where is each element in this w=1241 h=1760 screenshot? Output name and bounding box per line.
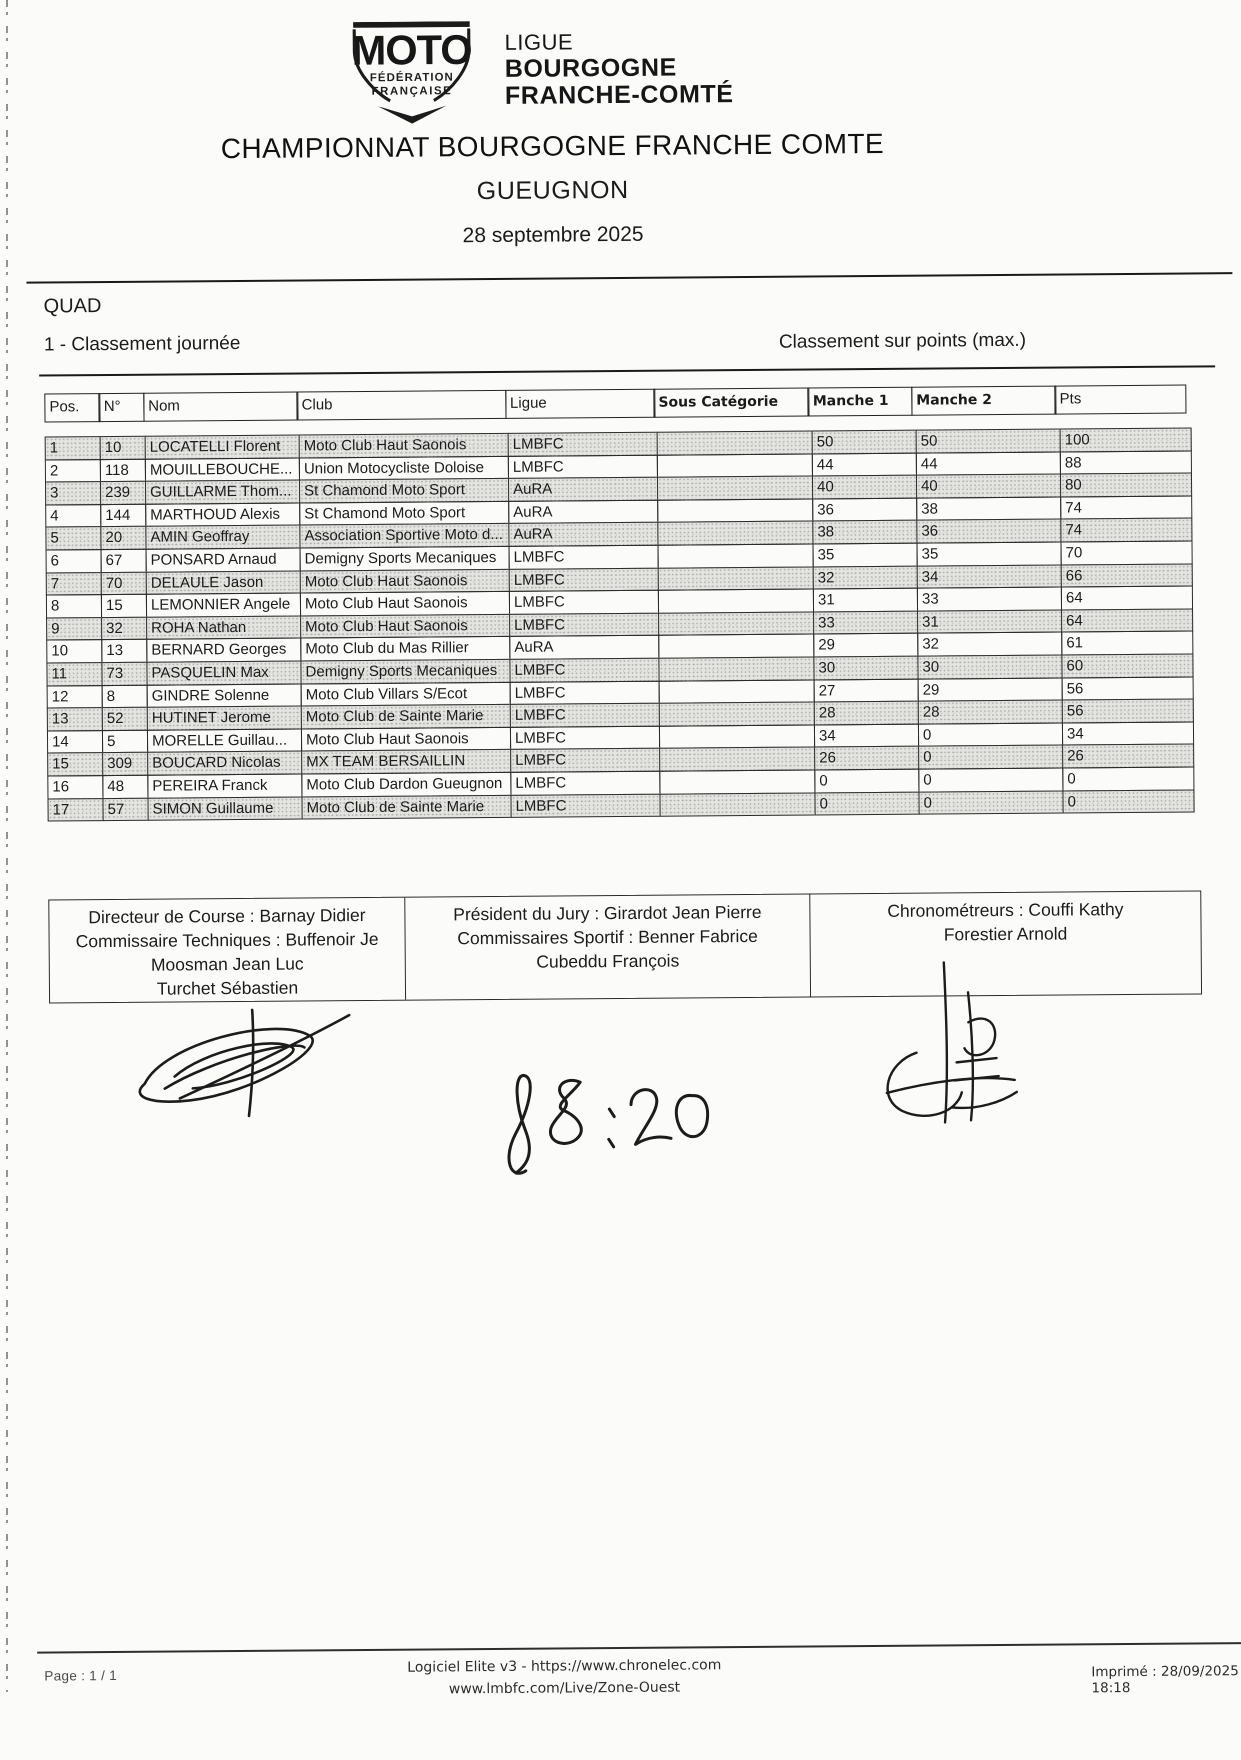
cell-name: SIMON Guillaume [147,796,302,821]
cell-name: BOUCARD Nicolas [147,751,302,776]
cell-club: St Chamond Moto Sport [299,478,509,503]
cell-pos: 11 [46,662,102,686]
cell-number: 57 [102,797,148,821]
cell-pos: 12 [47,685,103,709]
official-line: Forestier Arnold [943,923,1068,945]
cell-sous-categorie [659,679,815,704]
cell-manche-2: 44 [916,451,1061,476]
cell-pts: 80 [1060,473,1192,498]
footer-software-info [9,1651,1119,1704]
cell-pos: 6 [46,549,102,573]
cell-manche-1: 40 [812,475,917,499]
cell-pos: 4 [45,504,101,528]
cell-number: 10 [100,436,146,460]
official-line: Directeur de Course : Barnay Didier [88,905,366,928]
cell-sous-categorie [658,656,814,681]
cell-club: Moto Club Haut Saonois [299,433,509,458]
officials-col1 [49,898,405,1003]
cell-pts: 74 [1060,495,1192,520]
cell-club: Moto Club Haut Saonois [300,591,510,616]
ffm-federation-text: FÉDÉRATION [369,71,454,85]
cell-manche-2: 31 [917,609,1062,634]
cell-manche-2: 0 [918,745,1063,770]
cell-ligue: AuRA [508,499,658,524]
cell-number: 73 [101,662,147,686]
cell-ligue: LMBFC [509,545,659,570]
column-header-club: Club [297,390,507,421]
ffm-francaise-text: FRANÇAISE [371,85,453,98]
cell-ligue: AuRA [508,477,658,502]
points-mode-label: Classement sur points (max.) [778,329,1027,353]
cell-ligue: LMBFC [509,590,659,615]
cell-name: PONSARD Arnaud [146,547,301,572]
cell-manche-2: 32 [917,632,1062,657]
cell-ligue: LMBFC [508,432,658,457]
official-line: Commissaire Techniques : Buffenoir Je [75,928,379,952]
official-line: Cubeddu François [536,950,680,972]
cell-pts: 64 [1061,586,1193,611]
column-header-ligue: Ligue [505,389,655,419]
cell-club: Moto Club Villars S/Ecot [301,681,511,706]
cell-club: Union Motocycliste Doloise [299,455,509,480]
cell-sous-categorie [659,724,815,749]
cell-manche-2: 0 [918,790,1063,815]
cell-manche-1: 36 [812,497,917,521]
cell-pts: 70 [1060,540,1192,565]
officials-col2 [404,895,810,1000]
cell-number: 52 [102,707,148,731]
cell-pts: 64 [1061,608,1193,633]
cell-name: PEREIRA Franck [147,773,302,798]
cell-name: PASQUELIN Max [146,660,301,685]
ligue-region-line2: FRANCHE-COMTÉ [504,80,734,110]
handwritten-time-note [489,1047,710,1184]
cell-sous-categorie [659,769,815,794]
cell-manche-1: 26 [814,746,919,770]
cell-ligue: LMBFC [509,658,659,683]
cell-sous-categorie [658,589,814,614]
cell-pos: 1 [45,436,101,460]
page-number: Page : 1 / 1 [44,1667,118,1684]
cell-ligue: AuRA [509,635,659,660]
page-title: CHAMPIONNAT BOURGOGNE FRANCHE COMTE [220,127,885,165]
cell-pos: 17 [47,798,103,822]
column-header-number: N° [99,393,145,422]
cell-manche-1: 44 [812,452,917,476]
category-label: QUAD [43,295,102,318]
cell-club: MX TEAM BERSAILLIN [301,749,511,774]
cell-number: 20 [100,526,146,550]
cell-name: LEMONNIER Angele [146,593,301,618]
official-line: Turchet Sébastien [156,977,299,999]
cell-sous-categorie [658,634,814,659]
cell-manche-2: 0 [918,722,1063,747]
cell-sous-categorie [657,498,813,523]
official-line: Moosman Jean Luc [150,953,304,975]
cell-name: MOUILLEBOUCHE... [145,457,300,482]
cell-club: St Chamond Moto Sport [299,501,509,526]
ligue-logo-text [504,19,733,110]
cell-club: Moto Club Haut Saonois [300,568,510,593]
officials-box [48,890,1202,1003]
cell-ligue: LMBFC [509,567,659,592]
cell-club: Demigny Sports Mecaniques [300,659,510,684]
cell-name: GUILLARME Thom... [145,480,300,505]
cell-pts: 88 [1060,450,1192,475]
cell-manche-1: 30 [813,656,918,680]
cell-sous-categorie [658,543,814,568]
cell-sous-categorie [657,453,813,478]
event-venue: GUEUGNON [476,175,629,206]
cell-manche-1: 0 [814,791,919,815]
software-url-line2: www.lmbfc.com/Live/Zone-Ouest [448,1679,681,1698]
cell-ligue: LMBFC [510,793,660,818]
column-header-manche-2: Manche 2 [911,386,1056,416]
cell-manche-2: 38 [916,496,1061,521]
cell-manche-1: 0 [814,769,919,793]
column-header-pos: Pos. [44,393,100,422]
cell-sous-categorie [658,611,814,636]
results-table [45,428,1195,822]
cell-number: 239 [100,481,146,505]
cell-number: 5 [102,729,148,753]
cell-manche-2: 34 [917,564,1062,589]
cell-number: 67 [101,549,147,573]
table-header-row [44,385,1186,423]
cell-number: 144 [100,504,146,528]
cell-pos: 14 [47,730,103,754]
cell-name: MORELLE Guillau... [147,728,302,753]
cell-club: Moto Club de Sainte Marie [301,704,511,729]
cell-sous-categorie [659,747,815,772]
cell-pos: 8 [46,594,102,618]
cell-name: ROHA Nathan [146,615,301,640]
cell-number: 32 [101,616,147,640]
signature-director [104,997,355,1119]
cell-club: Moto Club Dardon Gueugnon [301,772,511,797]
cell-pos: 9 [46,617,102,641]
cell-pts: 26 [1062,744,1194,769]
cell-club: Moto Club de Sainte Marie [301,794,511,819]
event-date: 28 septembre 2025 [462,222,644,248]
cell-number: 15 [101,594,147,618]
cell-name: GINDRE Solenne [147,683,302,708]
cell-number: 48 [102,775,148,799]
official-line: Commissaires Sportif : Benner Fabrice [457,925,758,949]
cell-manche-1: 33 [813,610,918,634]
column-header-manche-1: Manche 1 [808,387,913,417]
cell-manche-2: 35 [917,542,1062,567]
cell-name: AMIN Geoffray [145,525,300,550]
cell-pos: 2 [45,459,101,483]
cell-pts: 34 [1062,721,1194,746]
cell-pos: 3 [45,481,101,505]
cell-manche-2: 50 [916,429,1061,454]
cell-pts: 56 [1062,699,1194,724]
cell-ligue: LMBFC [510,748,660,773]
cell-ligue: AuRA [508,522,658,547]
cell-ligue: LMBFC [509,612,659,637]
cell-sous-categorie [657,476,813,501]
cell-manche-1: 35 [813,543,918,567]
cell-club: Moto Club Haut Saonois [301,727,511,752]
cell-club: Moto Club Haut Saonois [300,614,510,639]
cell-manche-2: 29 [918,677,1063,702]
cell-club: Association Sportive Moto d... [299,523,509,548]
cell-ligue: LMBFC [510,771,660,796]
cell-manche-2: 33 [917,587,1062,612]
cell-sous-categorie [657,430,813,455]
cell-pts: 0 [1062,789,1194,814]
cell-number: 13 [101,639,147,663]
column-header-pts: Pts [1055,385,1187,415]
cell-number: 70 [101,571,147,595]
cell-manche-1: 28 [814,701,919,725]
cell-pts: 100 [1060,428,1192,453]
cell-pts: 0 [1062,766,1194,791]
cell-manche-2: 28 [918,700,1063,725]
cell-number: 118 [100,458,146,482]
cell-pos: 15 [47,752,103,776]
cell-club: Moto Club du Mas Rillier [300,636,510,661]
cell-pos: 7 [46,572,102,596]
cell-pts: 74 [1060,518,1192,543]
ffm-shield-icon [342,21,481,124]
cell-sous-categorie [658,566,814,591]
horizontal-rule-top [26,272,1232,283]
signature-chronometreur [856,932,1023,1128]
cell-pts: 66 [1061,563,1193,588]
cell-manche-1: 32 [813,565,918,589]
official-line: Chronométreurs : Couffi Kathy [887,899,1124,921]
cell-pos: 10 [46,639,102,663]
cell-manche-1: 34 [814,723,919,747]
classification-label: 1 - Classement journée [43,332,241,356]
cell-ligue: LMBFC [510,725,660,750]
cell-ligue: LMBFC [510,703,660,728]
cell-pos: 16 [47,775,103,799]
cell-name: LOCATELLI Florent [145,435,300,460]
cell-ligue: LMBFC [508,454,658,479]
cell-number: 8 [102,684,148,708]
cell-manche-1: 50 [812,430,917,454]
cell-manche-2: 36 [916,519,1061,544]
cell-pos: 13 [47,707,103,731]
ffm-moto-text: MOTO [351,25,472,74]
cell-name: HUTINET Jerome [147,706,302,731]
cell-manche-1: 27 [814,678,919,702]
ligue-word: LIGUE [504,29,574,55]
cell-manche-2: 30 [917,654,1062,679]
official-line: Président du Jury : Girardot Jean Pierre [453,901,762,925]
cell-club: Demigny Sports Mecaniques [300,546,510,571]
printed-timestamp: Imprimé : 28/09/2025 18:18 [1091,1663,1239,1697]
horizontal-rule-table [39,365,1215,376]
cell-pts: 61 [1061,631,1193,656]
header-logo [342,19,733,124]
cell-manche-2: 0 [918,767,1063,792]
cell-sous-categorie [659,792,815,817]
column-header-sous-categorie: Sous Catégorie [653,388,809,418]
cell-manche-1: 29 [813,633,918,657]
ligue-region-line1: BOURGOGNE [504,53,677,83]
column-header-name: Nom [143,392,298,422]
cell-pts: 60 [1061,653,1193,678]
cell-manche-1: 38 [812,520,917,544]
cell-sous-categorie [657,521,813,546]
cell-name: MARTHOUD Alexis [145,502,300,527]
cell-ligue: LMBFC [510,680,660,705]
software-url-line1: Logiciel Elite v3 - https://www.chronelec.com [407,1657,722,1676]
cell-name: DELAULE Jason [146,570,301,595]
cell-number: 309 [102,752,148,776]
cell-sous-categorie [659,702,815,727]
cell-manche-1: 31 [813,588,918,612]
cell-name: BERNARD Georges [146,638,301,663]
cell-pts: 56 [1062,676,1194,701]
cell-manche-2: 40 [916,474,1061,499]
cell-pos: 5 [45,526,101,550]
